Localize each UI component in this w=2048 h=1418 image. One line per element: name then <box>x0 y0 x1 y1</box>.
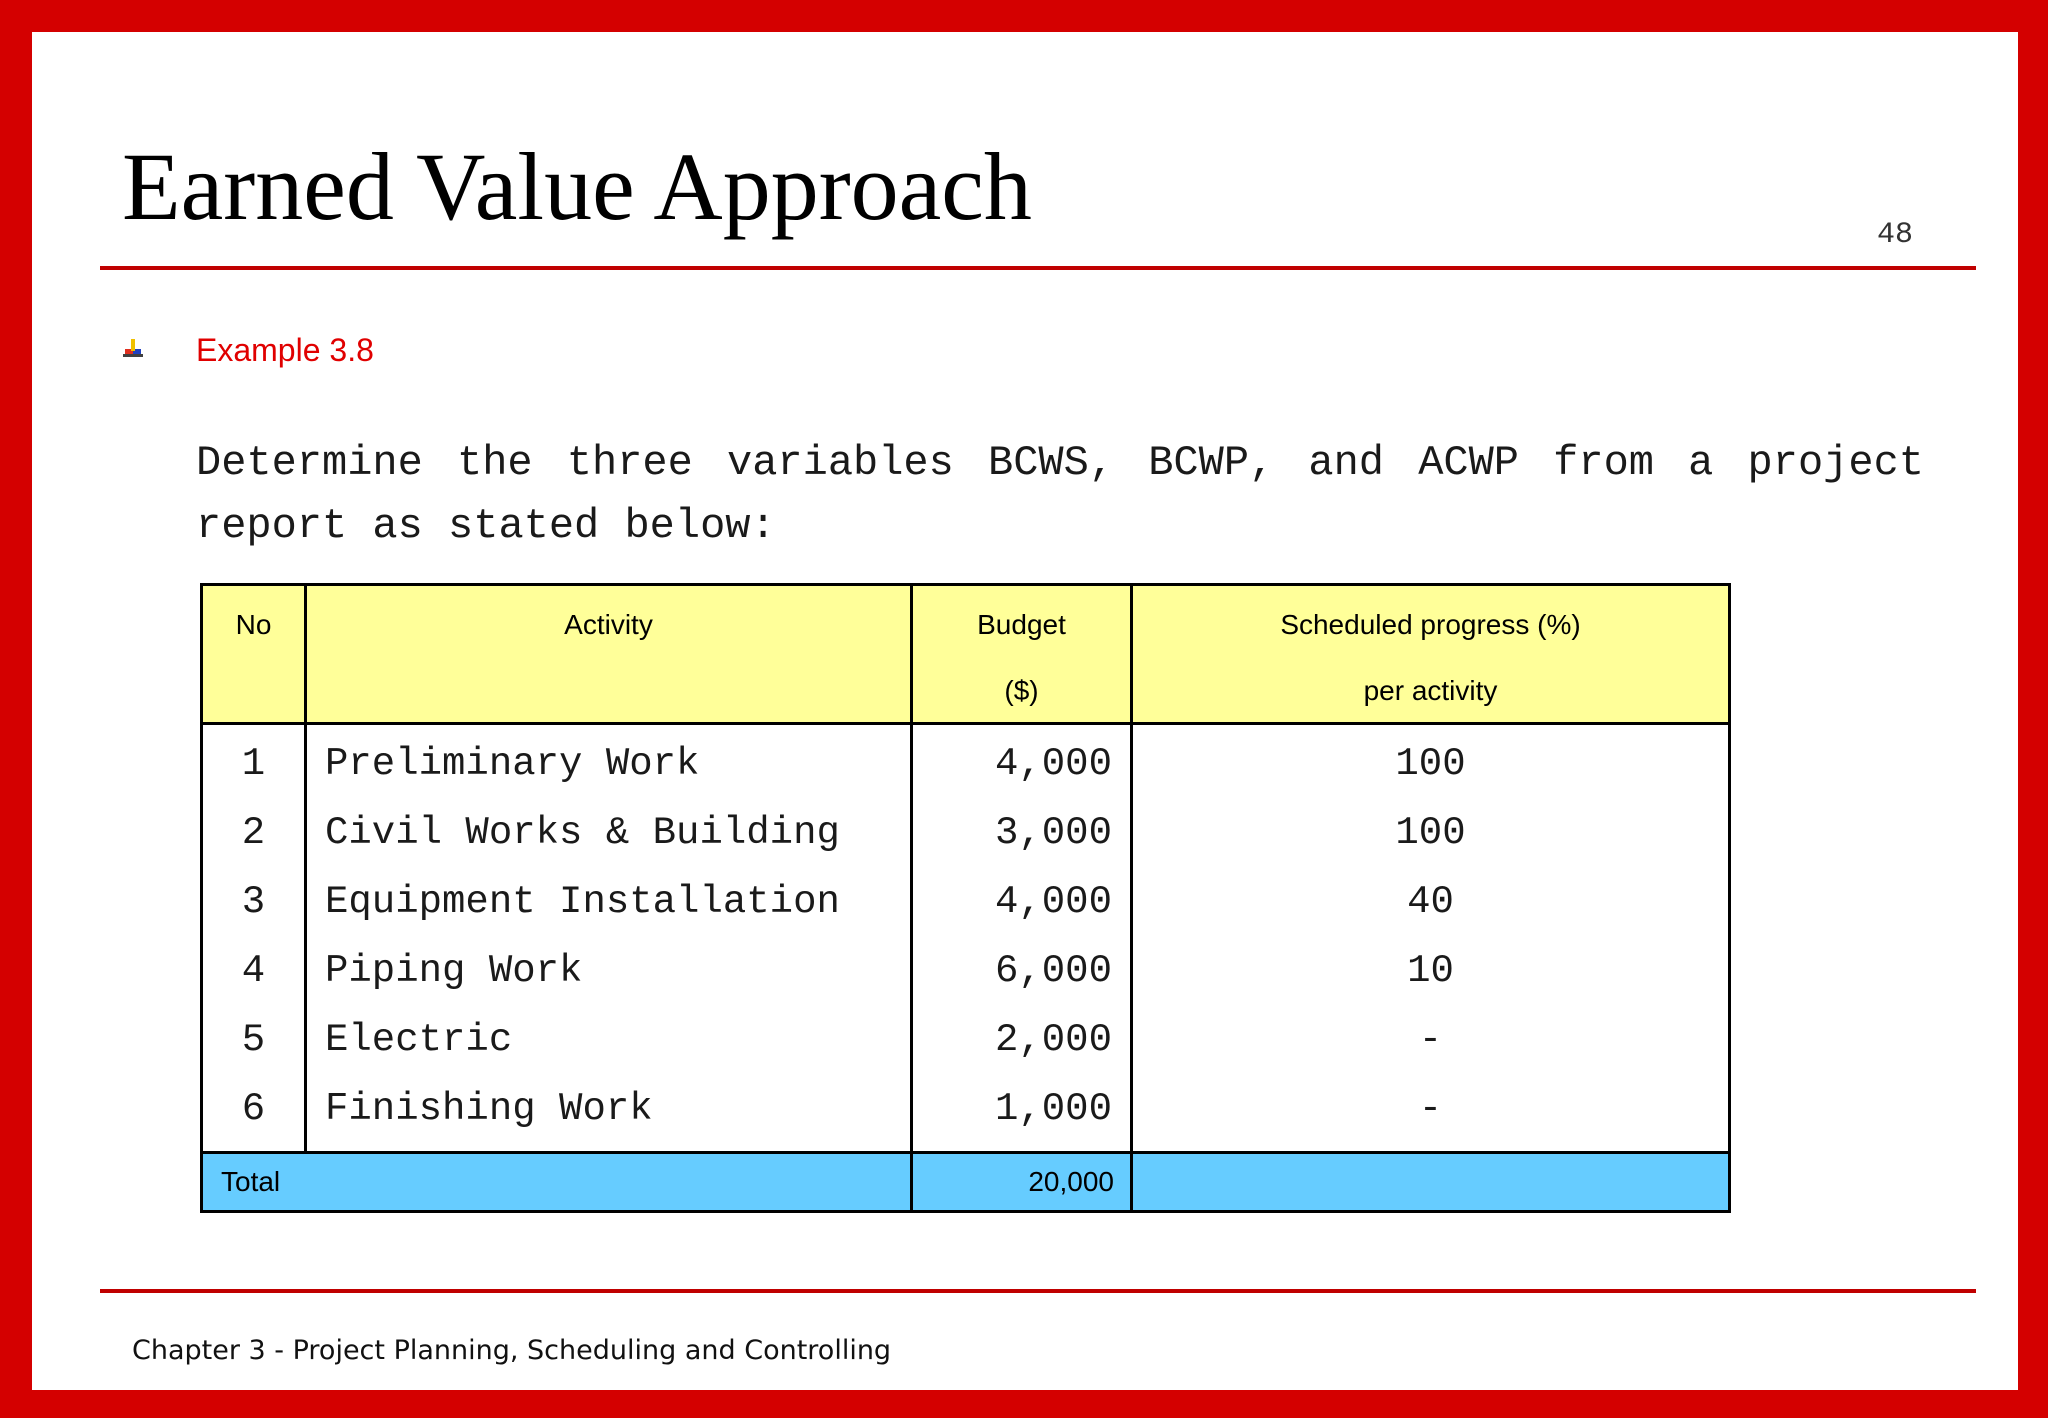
page-number: 48 <box>1877 218 1914 252</box>
row-activity: Civil Works & Building <box>306 799 912 868</box>
row-progress: - <box>1132 1075 1730 1153</box>
header-scheduled-progress: Scheduled progress (%) per activity <box>1132 585 1730 724</box>
table-row <box>202 724 1730 800</box>
table-row <box>202 799 1730 868</box>
table-row <box>202 937 1730 1006</box>
row-progress: 10 <box>1132 937 1730 1006</box>
total-budget: 20,000 <box>912 1153 1132 1212</box>
row-progress: - <box>1132 1006 1730 1075</box>
header-no: No <box>202 585 306 724</box>
row-budget: 4,000 <box>912 868 1132 937</box>
row-no: 2 <box>202 799 306 868</box>
footer-divider <box>100 1289 1976 1293</box>
row-budget: 6,000 <box>912 937 1132 1006</box>
row-no: 1 <box>202 724 306 800</box>
header-activity: Activity <box>306 585 912 724</box>
row-budget: 4,000 <box>912 724 1132 800</box>
row-budget: 3,000 <box>912 799 1132 868</box>
row-budget: 2,000 <box>912 1006 1132 1075</box>
total-label: Total <box>202 1153 912 1212</box>
title-divider <box>100 266 1976 270</box>
total-row <box>202 1153 1730 1212</box>
row-progress: 100 <box>1132 799 1730 868</box>
row-progress: 40 <box>1132 868 1730 937</box>
table-header-row <box>202 585 1730 724</box>
header-budget: Budget ($) <box>912 585 1132 724</box>
chapter-footer: Chapter 3 - Project Planning, Scheduling and Controlling <box>132 1335 892 1366</box>
problem-statement: Determine the three variables BCWS, BCWP, and ACWP from a project report as stated below: <box>196 439 1924 550</box>
project-report-table <box>200 583 1731 1213</box>
row-activity: Piping Work <box>306 937 912 1006</box>
row-no: 4 <box>202 937 306 1006</box>
table-row <box>202 868 1730 937</box>
table-row <box>202 1075 1730 1153</box>
example-label: Example 3.8 <box>196 332 374 368</box>
slide <box>32 32 2018 1390</box>
bullet-arrow-icon <box>122 337 146 361</box>
row-activity: Preliminary Work <box>306 724 912 800</box>
row-activity: Electric <box>306 1006 912 1075</box>
total-progress <box>1132 1153 1730 1212</box>
row-no: 5 <box>202 1006 306 1075</box>
slide-title: Earned Value Approach <box>122 133 1032 240</box>
row-progress: 100 <box>1132 724 1730 800</box>
row-no: 6 <box>202 1075 306 1153</box>
row-no: 3 <box>202 868 306 937</box>
row-activity: Finishing Work <box>306 1075 912 1153</box>
row-budget: 1,000 <box>912 1075 1132 1153</box>
table-row <box>202 1006 1730 1075</box>
row-activity: Equipment Installation <box>306 868 912 937</box>
